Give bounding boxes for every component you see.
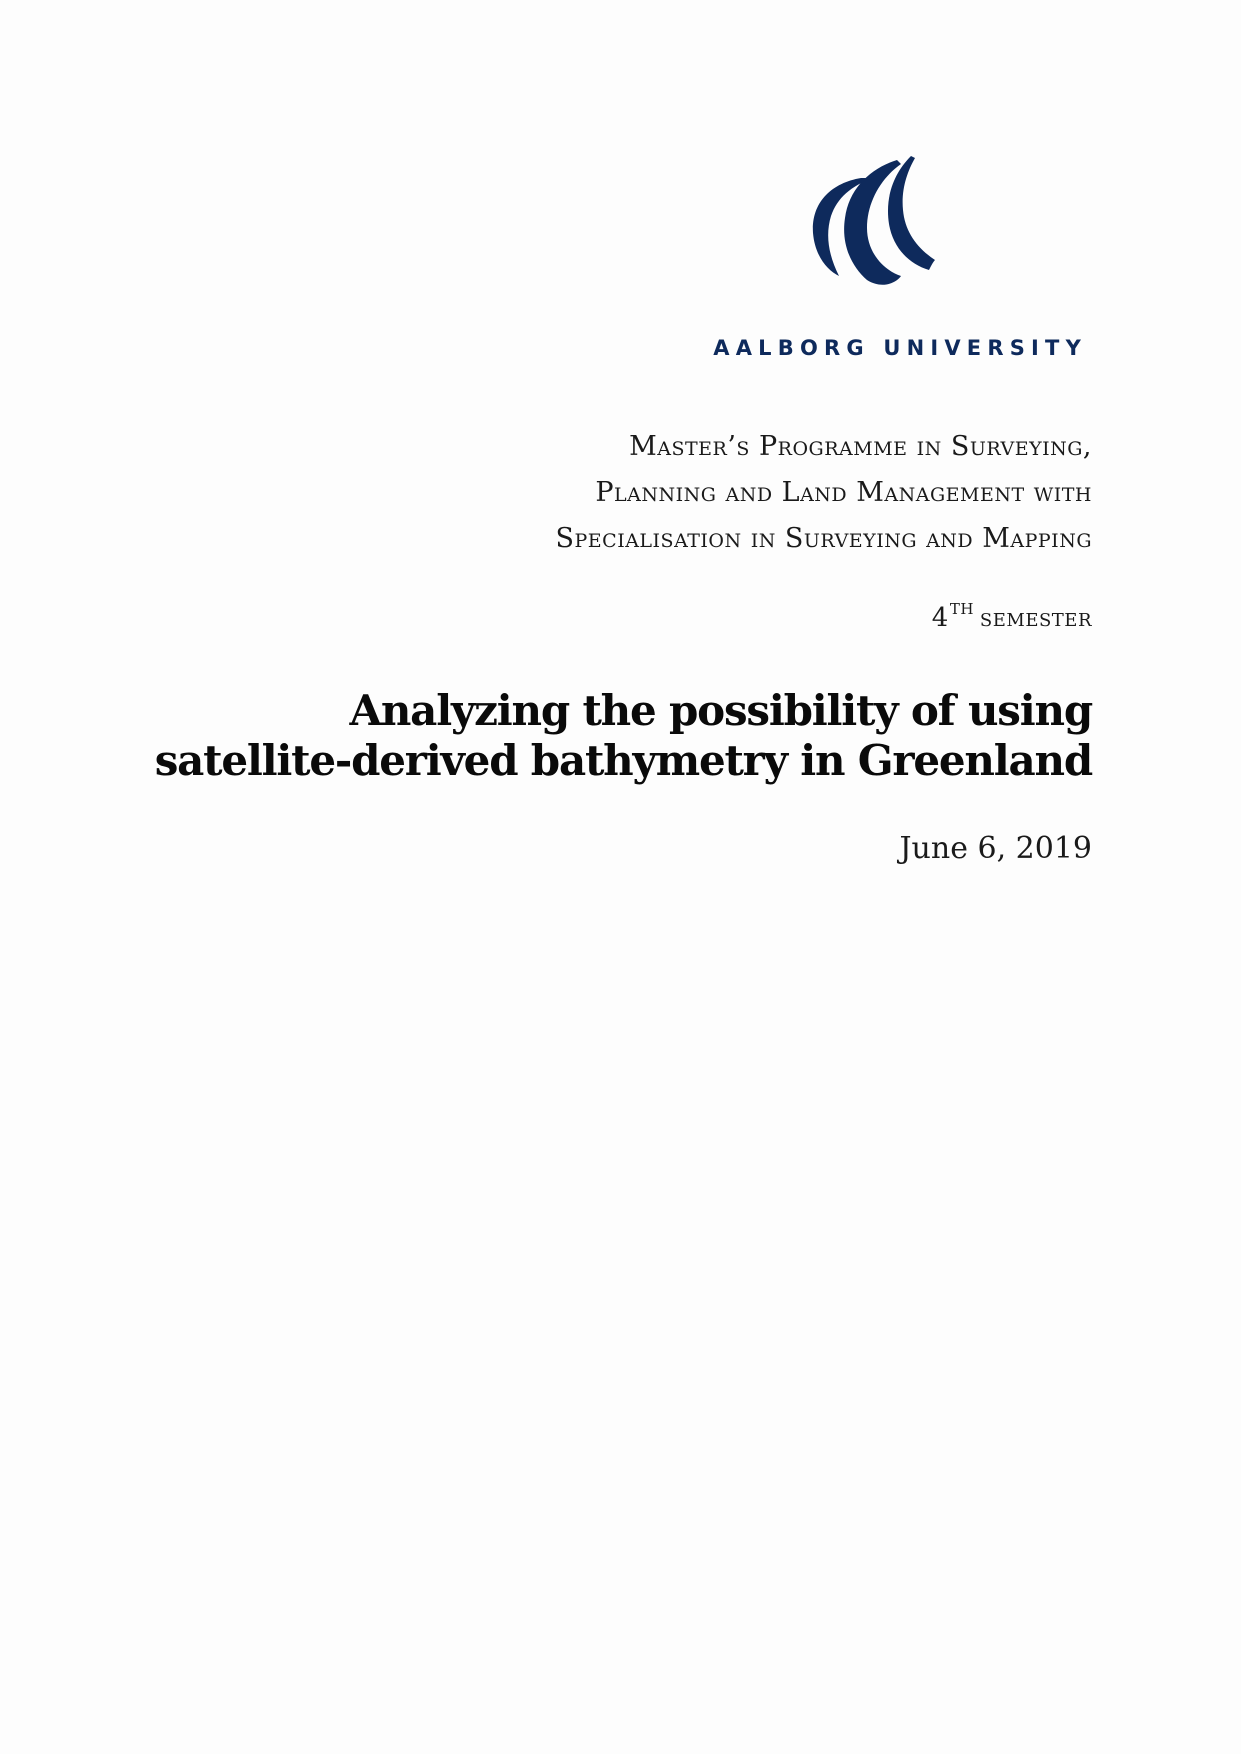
semester-label xyxy=(932,600,1092,633)
thesis-title xyxy=(155,686,1092,786)
programme-line: Planning and Land Management with xyxy=(595,477,1092,508)
title-line: Analyzing the possibility of using xyxy=(349,686,1092,735)
aalborg-university-wave-icon xyxy=(801,148,951,298)
programme-line: Specialisation in Surveying and Mapping xyxy=(555,523,1092,554)
semester-ordinal-suffix: TH xyxy=(949,600,974,618)
submission-date: June 6, 2019 xyxy=(899,831,1092,866)
semester-word: semester xyxy=(979,603,1092,633)
semester-number: 4 xyxy=(931,603,949,633)
programme-line: Master’s Programme in Surveying, xyxy=(629,431,1092,462)
programme-name xyxy=(556,424,1092,562)
university-logo xyxy=(715,148,1087,368)
title-line: satellite-derived bathymetry in Greenland xyxy=(154,736,1092,785)
university-name: AALBORG UNIVERSITY xyxy=(713,336,1087,360)
